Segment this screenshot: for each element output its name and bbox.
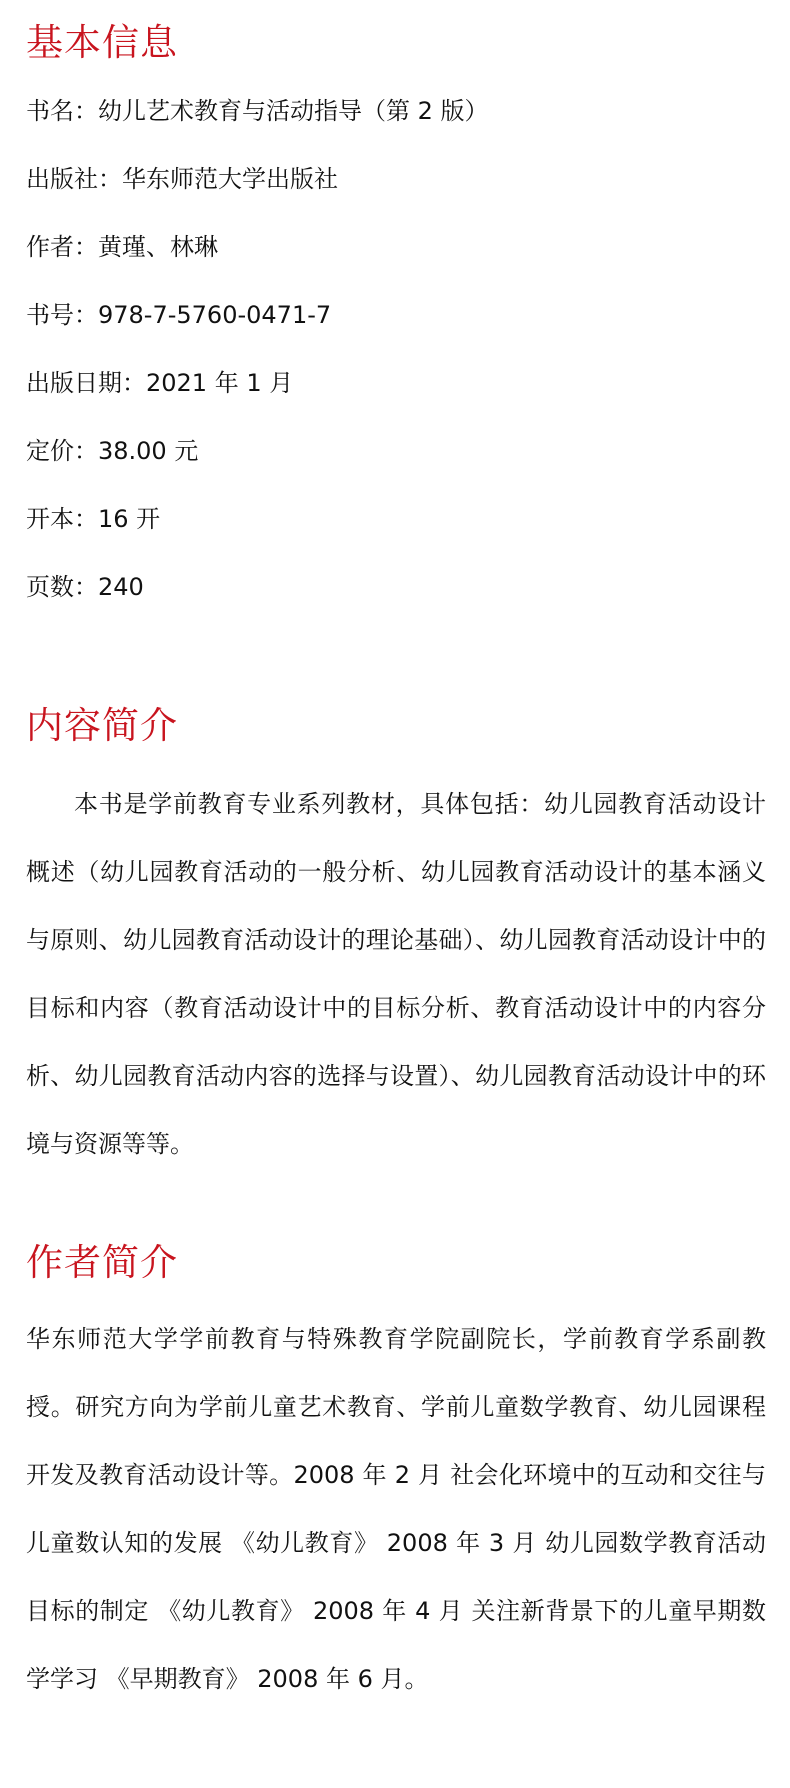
info-book-title: 书名：幼儿艺术教育与活动指导（第 2 版） xyxy=(26,97,489,125)
content-intro-text: 本书是学前教育专业系列教材，具体包括：幼儿园教育活动设计概述（幼儿园教育活动的一般分析、幼儿园教育活动设计的基本涵义与原则、幼儿园教育活动设计的理论基础）、幼儿园教育活动设计中的目标和内容（教育活动设计中的目标分析、教育活动设计中的内容分析、幼儿园教育活动内容的选择与设置）、幼儿园教育活动设计中的环境与资源等等。 xyxy=(26,790,766,1158)
info-price: 定价：38.00 元 xyxy=(26,437,199,465)
info-publisher: 出版社：华东师范大学出版社 xyxy=(26,165,338,193)
basic-info-heading: 基本信息 xyxy=(26,21,178,64)
info-format: 开本：16 开 xyxy=(26,505,161,533)
basic-info-list xyxy=(26,94,489,638)
content-intro-heading: 内容简介 xyxy=(26,704,178,747)
info-publish-date: 出版日期：2021 年 1 月 xyxy=(26,369,294,397)
info-pages: 页数：240 xyxy=(26,573,144,601)
info-author: 作者：黄瑾、林琳 xyxy=(26,233,218,261)
author-intro-text: 华东师范大学学前教育与特殊教育学院副院长，学前教育学系副教授。研究方向为学前儿童艺术教育、学前儿童数学教育、幼儿园课程开发及教育活动设计等。2008 年 2 月 社会化环境中的互动和交往与儿童数认知的发展 《幼儿教育》 2008 年 3 月 幼儿园数学教育活动目标的制定 《幼儿教育》 2008 年 4 月 关注新背景下的儿童早期数学学习 《早期教育》 2008 年 6 月。 xyxy=(26,1325,766,1693)
info-isbn: 书号：978-7-5760-0471-7 xyxy=(26,301,332,329)
author-intro-heading: 作者简介 xyxy=(26,1241,178,1284)
